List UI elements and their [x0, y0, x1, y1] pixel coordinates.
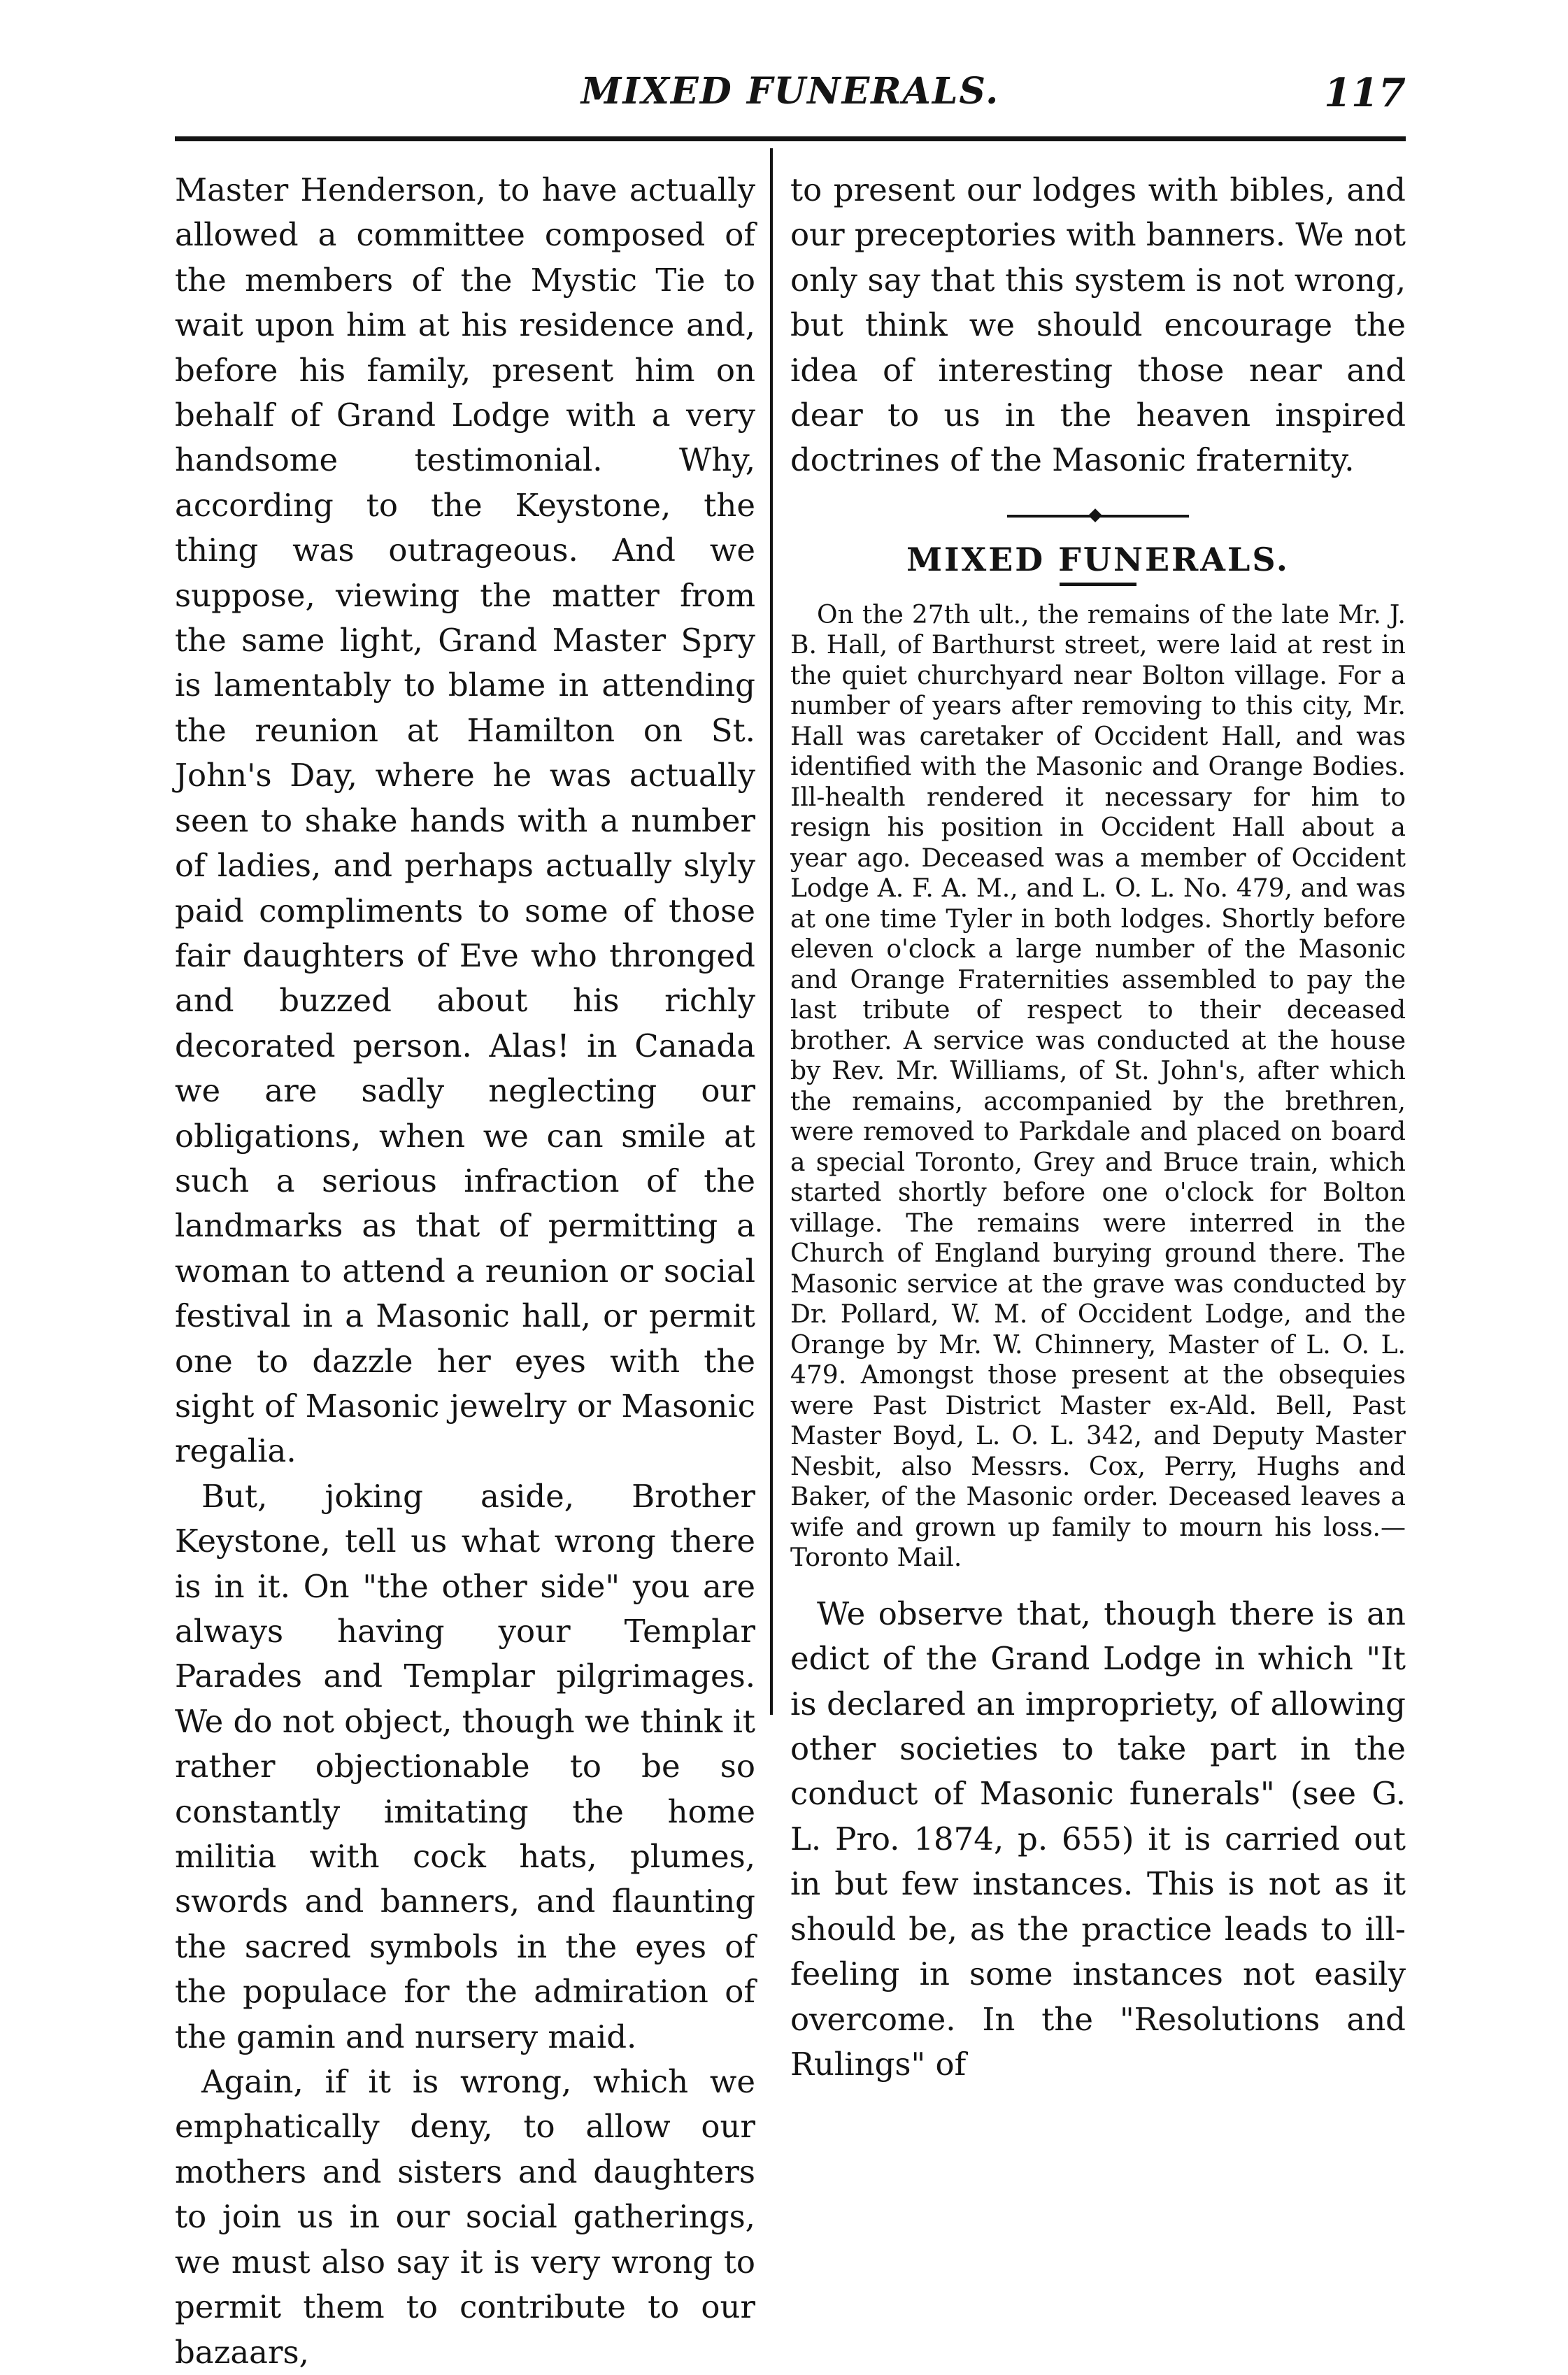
- page-number: 117: [1324, 70, 1406, 116]
- heading-underline: [1060, 583, 1136, 586]
- running-head: [175, 70, 1406, 133]
- left-paragraph-3: Again, if it is wrong, which we emphatically deny, to allow our mothers and sisters and daughters to join us in our social gatherings, we must also say it is very wrong to permit them to contribute to our bazaars,: [175, 2063, 755, 2371]
- news-item: On the 27th ult., the remains of the late Mr. J. B. Hall, of Barthurst street, were laid at rest in the quiet churchyard near Bolton village. For a number of years after removing to this city, Mr. Hall was caretaker of Occident Hall, and was identified with the Masonic and Orange Bodies. Ill-health rendered it necessary for him to resign his position in Occident Hall about a year ago. Deceased was a member of Occident Lodge A. F. A. M., and L. O. L. No. 479, and was at one time Tyler in both lodges. Shortly before eleven o'clock a large number of the Masonic and Orange Fraternities assembled to pay the last tribute of respect to their deceased brother. A service was conducted at the house by Rev. Mr. Williams, of St. John's, after which the remains, accompanied by the brethren, were removed to Parkdale and placed on board a special Toronto, Grey and Bruce train, which started shortly before one o'clock for Bolton village. The remains were interred in the Church of England burying ground there. The Masonic service at the grave was conducted by Dr. Pollard, W. M. of Occident Lodge, and the Orange by Mr. W. Chinnery, Master of L. O. L. 479. Amongst those present at the obsequies were Past District Master ex-Ald. Bell, Past Master Boyd, L. O. L. 342, and Deputy Master Nesbit, also Messrs. Cox, Perry, Hughs and Baker, of the Masonic order. Deceased leaves a wife and grown up family to mourn his loss.—Toronto Mail.: [790, 600, 1406, 1573]
- ornament-divider: [1007, 508, 1189, 522]
- left-paragraph-2: But, joking aside, Brother Keystone, tell us what wrong there is in it. On "the other side" you are always having your Templar Parades and Templar pilgrimages. We do not object, though we think it rather objectionable to be so constantly imitating the home militia with cock hats, plumes, swords and banners, and flaunting the sacred symbols in the eyes of the populace for the admiration of the gamin and nursery maid.: [175, 1477, 755, 2055]
- section-heading: MIXED FUNERALS.: [906, 540, 1290, 578]
- right-column: [790, 168, 1406, 2087]
- running-title: MIXED FUNERALS.: [580, 70, 1000, 113]
- right-paragraph-last: We observe that, though there is an edict of the Grand Lodge in which "It is declared an impropriety, of allowing other societies to take part in the conduct of Masonic funerals" (see G. L. Pro. 1874, p. 655) it is carried out in but few instances. This is not as it should be, as the practice leads to ill-feeling in some instances not easily overcome. In the "Resolutions and Rulings" of: [790, 1595, 1406, 2083]
- left-column: [175, 168, 755, 2375]
- right-paragraph-continued: to present our lodges with bibles, and our preceptories with banners. We not only say that this system is not wrong, but think we should encourage the idea of interesting those near and dear to us in the heaven inspired doctrines of the Masonic fraternity.: [790, 171, 1406, 479]
- column-divider: [770, 148, 773, 1715]
- left-paragraph-1: Master Henderson, to have actually allowed a committee composed of the members of the Mystic Tie to wait upon him at his residence and, before his family, present him on behalf of Grand Lodge with a very handsome testimonial. Why, according to the Keystone, the thing was outrageous. And we suppose, viewing the matter from the same light, Grand Master Spry is lamentably to blame in attending the reunion at Hamilton on St. John's Day, where he was actually seen to shake hands with a number of ladies, and perhaps actually slyly paid compliments to some of those fair daughters of Eve who thronged and buzzed about his richly decorated person. Alas! in Canada we are sadly neglecting our obligations, when we can smile at such a serious infraction of the landmarks as that of permitting a woman to attend a reunion or social festival in a Masonic hall, or permit one to dazzle her eyes with the sight of Masonic jewelry or Masonic regalia.: [175, 171, 755, 1470]
- header-rule: [175, 136, 1406, 141]
